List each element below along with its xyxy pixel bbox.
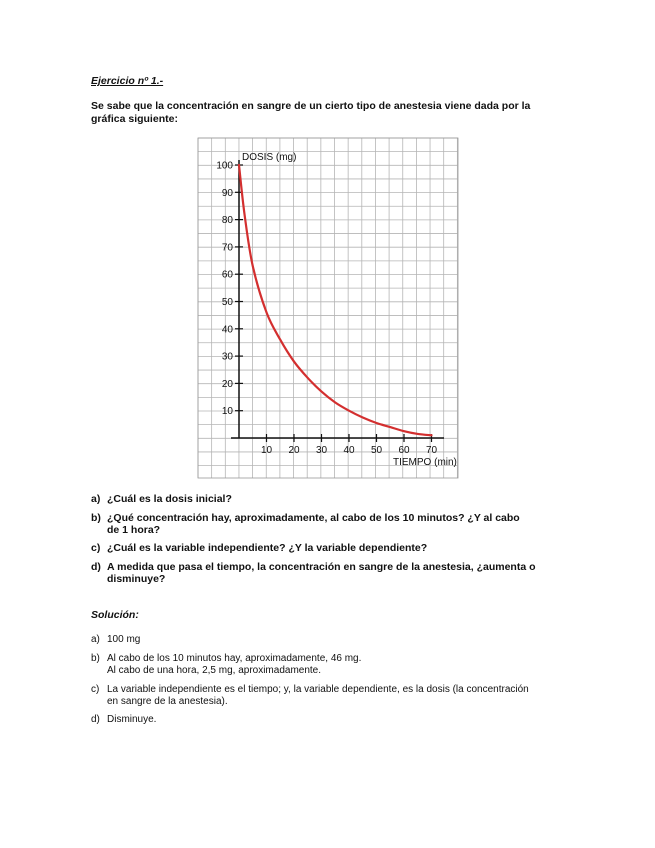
y-tick-label: 40 [221, 324, 233, 336]
y-tick-label: 10 [221, 406, 233, 418]
chart-ticks [216, 161, 437, 457]
answer-a [91, 634, 561, 646]
solution-title: Solución: [91, 609, 139, 621]
question-a [91, 493, 556, 505]
y-tick-label: 100 [216, 160, 233, 172]
grid-frame [198, 138, 458, 478]
y-axis-label: DOSIS (mg) [242, 152, 297, 163]
x-tick-label: 40 [343, 445, 355, 456]
question-text-line: ¿Cuál es la variable independiente? ¿Y la variable dependiente? [107, 542, 428, 554]
answer-text-line: Al cabo de los 10 minutos hay, aproximadamente, 46 mg. [107, 653, 362, 664]
y-tick-label: 20 [221, 378, 233, 390]
question-label: c) [91, 542, 101, 554]
answer-b [91, 653, 561, 677]
x-tick-label: 50 [370, 445, 383, 456]
answer-label: b) [91, 653, 100, 664]
y-tick-label: 30 [221, 351, 233, 363]
question-text-line: ¿Cuál es la dosis inicial? [107, 493, 232, 505]
answer-label: d) [91, 714, 100, 725]
y-tick-label: 50 [221, 297, 233, 308]
exercise-title: Ejercicio nº 1.- [91, 75, 164, 87]
question-text-line: de 1 hora? [107, 524, 161, 536]
y-tick-label: 70 [221, 242, 233, 254]
x-tick-label: 10 [260, 445, 273, 456]
answer-text-line: 100 mg [107, 634, 141, 645]
answer-label: a) [91, 634, 100, 645]
question-text-line: ¿Qué concentración hay, aproximadamente, al cabo de los 10 minutos? ¿Y al cabo [107, 512, 520, 524]
y-tick-label: 90 [221, 187, 233, 199]
x-tick-label: 20 [288, 445, 300, 456]
y-tick-label: 60 [221, 269, 233, 281]
x-tick-label: 30 [315, 445, 328, 456]
x-axis-label: TIEMPO (min) [393, 457, 457, 468]
question-b [91, 512, 556, 536]
answer-text-line: Disminuye. [107, 714, 157, 725]
question-label: b) [91, 512, 101, 524]
answer-text-line: en sangre de la anestesia). [107, 696, 228, 707]
answer-c [91, 684, 561, 708]
exercise-intro: Se sabe que la concentración en sangre de un cierto tipo de anestesia viene dada por la gráfica siguiente: [91, 100, 531, 125]
answer-text-line: Al cabo de una hora, 2,5 mg, aproximadamente. [107, 665, 322, 676]
answer-label: c) [91, 684, 100, 695]
question-label: d) [91, 561, 101, 573]
answer-text-line: La variable independiente es el tiempo; y, la variable dependiente, es la dosis (la concentración [107, 684, 529, 695]
question-text-line: disminuye? [107, 573, 166, 585]
y-tick-label: 80 [221, 215, 233, 227]
question-d [91, 561, 556, 585]
x-tick-label: 70 [425, 445, 438, 456]
x-tick-label: 60 [398, 445, 410, 456]
chart-grid [198, 138, 458, 478]
question-label: a) [91, 493, 101, 505]
answer-d [91, 714, 561, 726]
question-text-line: A medida que pasa el tiempo, la concentración en sangre de la anestesia, ¿aumenta o [107, 561, 536, 573]
question-c [91, 542, 556, 554]
